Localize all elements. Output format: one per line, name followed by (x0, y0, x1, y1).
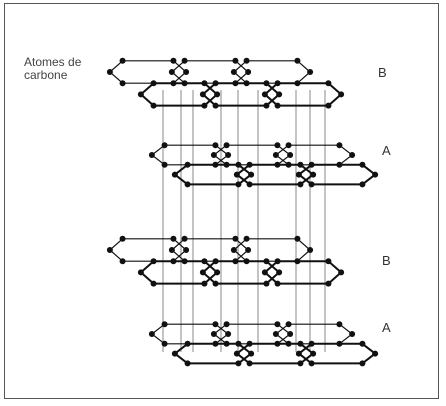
carbon-atom (107, 69, 113, 75)
layer-label-2: A (382, 143, 391, 158)
carbon-atom (201, 258, 207, 264)
carbon-atom (213, 80, 219, 86)
carbon-atom (201, 80, 207, 86)
carbon-atom (294, 58, 300, 64)
carbon-layer-2 (149, 142, 378, 187)
carbon-layers (107, 58, 378, 367)
carbon-atom (287, 331, 293, 337)
carbon-atom (162, 142, 168, 148)
carbon-atom (359, 181, 365, 187)
carbon-atom (151, 258, 157, 264)
carbon-atom (201, 281, 207, 287)
carbon-atom (297, 360, 303, 366)
carbon-atom (183, 247, 189, 253)
carbon-atom (211, 331, 217, 337)
carbon-atom (276, 269, 282, 275)
atoms-caption-line-1: Atomes de (24, 55, 82, 69)
carbon-atom (225, 152, 231, 158)
carbon-atom (247, 162, 253, 168)
carbon-atom (247, 181, 253, 187)
carbon-atom (200, 91, 206, 97)
carbon-atom (275, 103, 281, 109)
carbon-atom (151, 80, 157, 86)
carbon-atom (244, 58, 250, 64)
carbon-atom (231, 69, 237, 75)
carbon-atom (307, 247, 313, 253)
carbon-atom (263, 281, 269, 287)
carbon-atom (263, 258, 269, 264)
carbon-atom (310, 351, 316, 357)
carbon-atom (276, 91, 282, 97)
carbon-atom (248, 351, 254, 357)
carbon-atom (169, 69, 175, 75)
carbon-atom (325, 281, 331, 287)
carbon-atom (172, 172, 178, 178)
carbon-atom (235, 341, 241, 347)
carbon-atom (275, 80, 281, 86)
carbon-atom (214, 91, 220, 97)
layer-label-4: A (382, 320, 391, 335)
carbon-atom (359, 162, 365, 168)
carbon-atom (359, 341, 365, 347)
carbon-atom (247, 360, 253, 366)
carbon-atom (247, 341, 253, 347)
carbon-atom (273, 331, 279, 337)
carbon-atom (234, 351, 240, 357)
carbon-atom (274, 142, 280, 148)
carbon-atom (349, 152, 355, 158)
carbon-atom (275, 281, 281, 287)
carbon-atom (325, 103, 331, 109)
carbon-atom (170, 58, 176, 64)
carbon-atom (170, 236, 176, 242)
carbon-atom (336, 321, 342, 327)
carbon-atom (296, 172, 302, 178)
carbon-atom (224, 321, 230, 327)
interlayer-links (163, 90, 325, 352)
carbon-atom (212, 321, 218, 327)
carbon-atom (294, 236, 300, 242)
carbon-atom (182, 236, 188, 242)
carbon-atom (325, 258, 331, 264)
carbon-atom (151, 281, 157, 287)
carbon-atom (185, 181, 191, 187)
carbon-layer-1 (107, 58, 344, 109)
carbon-atom (138, 91, 144, 97)
carbon-atom (151, 103, 157, 109)
carbon-layer-3 (107, 236, 344, 287)
carbon-atom (338, 269, 344, 275)
carbon-atom (245, 247, 251, 253)
carbon-atom (183, 69, 189, 75)
carbon-atom (297, 162, 303, 168)
carbon-atom (244, 236, 250, 242)
carbon-atom (185, 341, 191, 347)
carbon-atom (213, 258, 219, 264)
carbon-atom (162, 321, 168, 327)
carbon-atom (120, 236, 126, 242)
layer-label-1: B (378, 65, 387, 80)
carbon-atom (309, 341, 315, 347)
carbon-atom (232, 236, 238, 242)
carbon-atom (273, 152, 279, 158)
atoms-caption-line-2: carbone (24, 68, 68, 82)
carbon-atom (372, 351, 378, 357)
carbon-atom (359, 360, 365, 366)
carbon-atom (214, 269, 220, 275)
carbon-atom (309, 360, 315, 366)
carbon-atom (162, 162, 168, 168)
carbon-atom (182, 58, 188, 64)
carbon-atom (263, 103, 269, 109)
carbon-atom (309, 181, 315, 187)
carbon-atom (287, 152, 293, 158)
carbon-atom (262, 269, 268, 275)
carbon-atom (162, 341, 168, 347)
carbon-atom (235, 162, 241, 168)
carbon-atom (149, 331, 155, 337)
carbon-atom (107, 247, 113, 253)
carbon-atom (212, 142, 218, 148)
carbon-atom (286, 142, 292, 148)
carbon-atom (297, 341, 303, 347)
carbon-atom (185, 162, 191, 168)
carbon-atom (274, 321, 280, 327)
carbon-layer-4 (149, 321, 378, 366)
layer-label-3: B (382, 253, 391, 268)
carbon-atom (120, 80, 126, 86)
carbon-atom (224, 142, 230, 148)
carbon-atom (307, 69, 313, 75)
carbon-atom (296, 351, 302, 357)
atoms-caption (24, 56, 81, 82)
carbon-atom (286, 321, 292, 327)
carbon-atom (138, 269, 144, 275)
carbon-atom (235, 181, 241, 187)
carbon-atom (120, 58, 126, 64)
carbon-atom (336, 142, 342, 148)
carbon-atom (263, 80, 269, 86)
carbon-atom (297, 181, 303, 187)
carbon-atom (245, 69, 251, 75)
carbon-atom (372, 172, 378, 178)
carbon-atom (211, 152, 217, 158)
carbon-atom (309, 162, 315, 168)
carbon-atom (185, 360, 191, 366)
carbon-atom (235, 360, 241, 366)
carbon-atom (120, 258, 126, 264)
carbon-atom (338, 91, 344, 97)
carbon-atom (234, 172, 240, 178)
carbon-atom (310, 172, 316, 178)
carbon-atom (149, 152, 155, 158)
carbon-atom (172, 351, 178, 357)
carbon-atom (248, 172, 254, 178)
carbon-atom (213, 281, 219, 287)
carbon-atom (200, 269, 206, 275)
carbon-atom (275, 258, 281, 264)
carbon-atom (225, 331, 231, 337)
carbon-atom (232, 58, 238, 64)
carbon-atom (213, 103, 219, 109)
carbon-atom (349, 331, 355, 337)
carbon-atom (262, 91, 268, 97)
carbon-atom (169, 247, 175, 253)
carbon-atom (325, 80, 331, 86)
carbon-atom (231, 247, 237, 253)
carbon-atom (201, 103, 207, 109)
